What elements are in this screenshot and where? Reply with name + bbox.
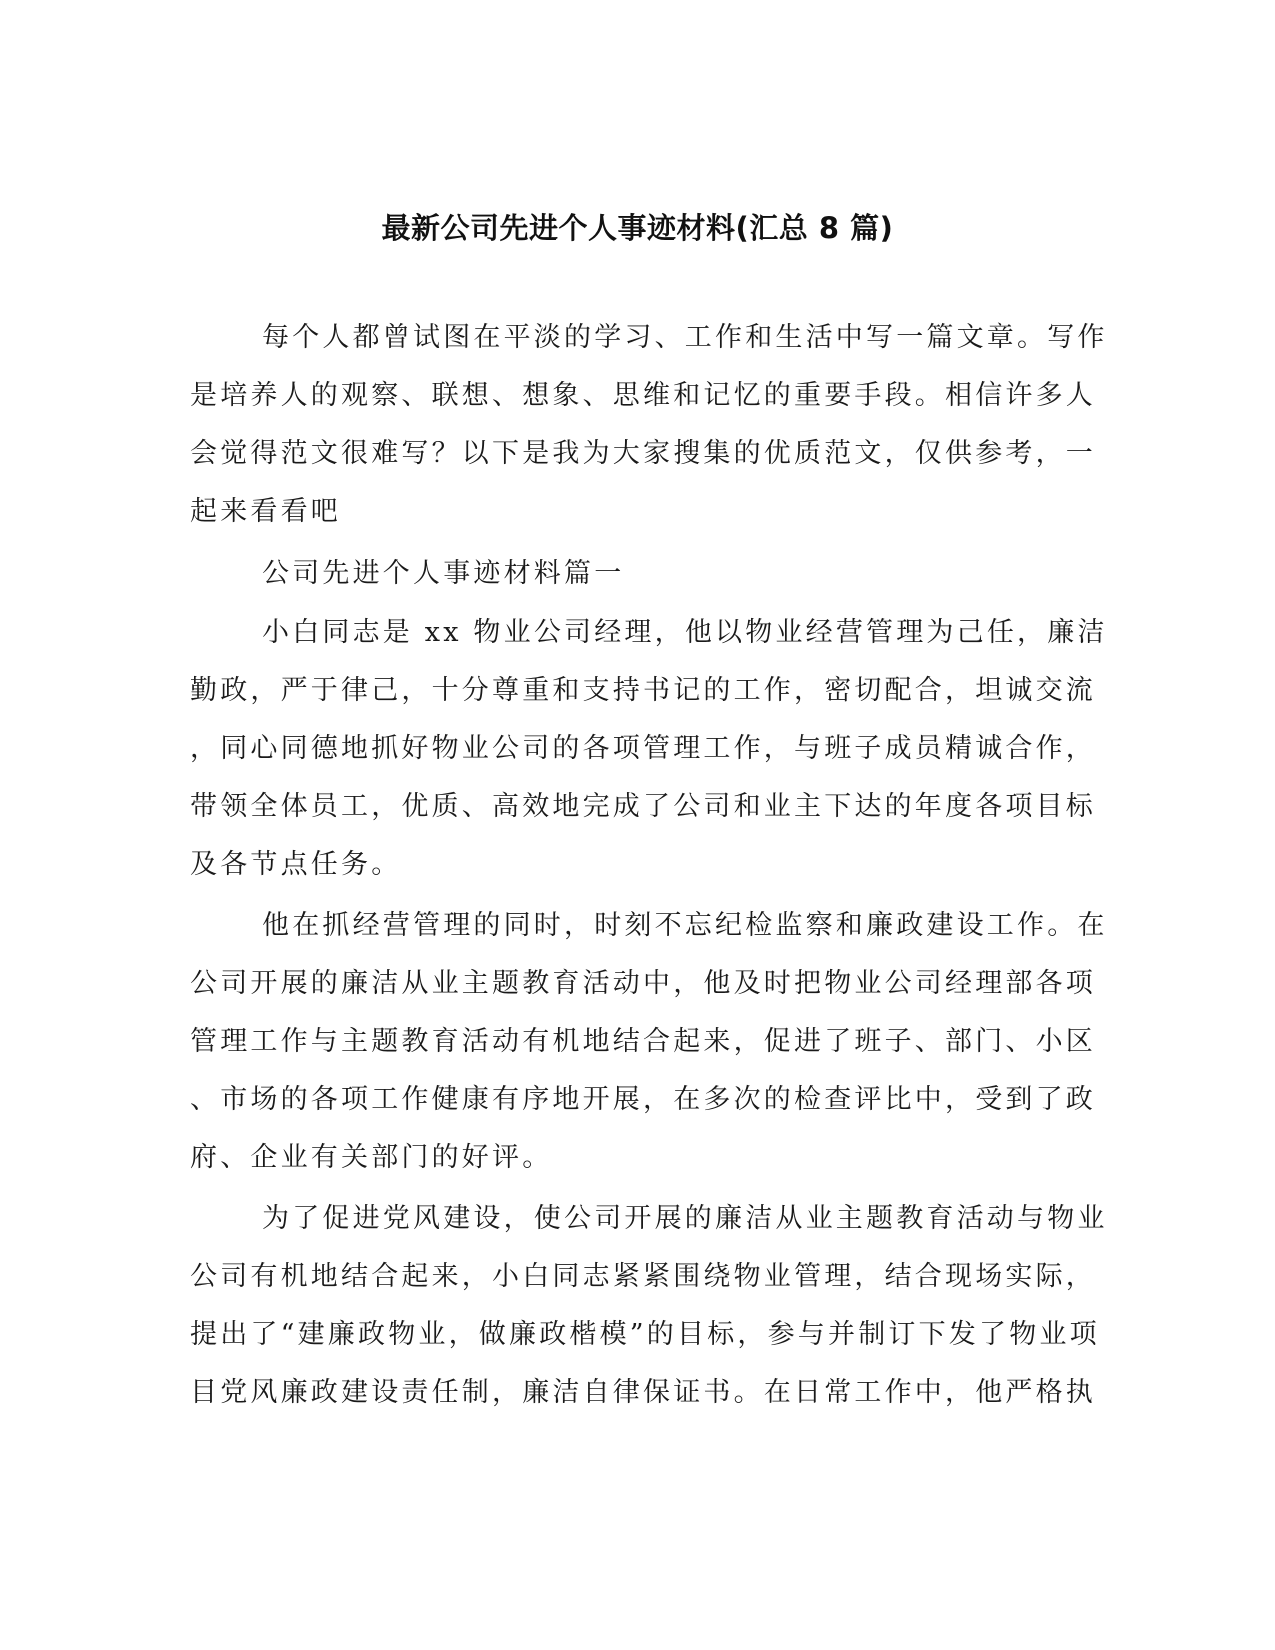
paragraph-line: 他在抓经营管理的同时，时刻不忘纪检监察和廉政建设工作。在 xyxy=(262,910,1108,941)
paragraph-line: 及各节点任务。 xyxy=(190,849,402,880)
paragraph-line: 为了促进党风建设，使公司开展的廉洁从业主题教育活动与物业 xyxy=(262,1203,1108,1234)
paragraph-line: 起来看看吧 xyxy=(190,496,341,527)
document-title: 最新公司先进个人事迹材料(汇总 8 篇) xyxy=(381,211,894,245)
paragraph-line: 小白同志是 xx 物业公司经理，他以物业经营管理为己任，廉洁 xyxy=(262,617,1108,648)
paragraph-line: 公司有机地结合起来，小白同志紧紧围绕物业管理，结合现场实际， xyxy=(190,1261,1096,1292)
paragraph-line: 是培养人的观察、联想、想象、思维和记忆的重要手段。相信许多人 xyxy=(190,380,1096,411)
paragraph-line: 府、企业有关部门的好评。 xyxy=(190,1142,553,1173)
paragraph-line: 目党风廉政建设责任制，廉洁自律保证书。在日常工作中，他严格执 xyxy=(190,1377,1096,1408)
paragraph-line: 提出了“建廉政物业，做廉政楷模”的目标，参与并制订下发了物业项 xyxy=(190,1319,1100,1350)
paragraph-line: 带领全体员工，优质、高效地完成了公司和业主下达的年度各项目标 xyxy=(190,791,1096,822)
paragraph-line: 管理工作与主题教育活动有机地结合起来，促进了班子、部门、小区 xyxy=(190,1026,1096,1057)
paragraph-line: 、市场的各项工作健康有序地开展，在多次的检查评比中，受到了政 xyxy=(190,1084,1096,1115)
paragraph-line: 会觉得范文很难写？以下是我为大家搜集的优质范文，仅供参考，一 xyxy=(190,438,1096,469)
paragraph-line: 公司开展的廉洁从业主题教育活动中，他及时把物业公司经理部各项 xyxy=(190,968,1096,999)
section-heading: 公司先进个人事迹材料篇一 xyxy=(262,558,625,589)
paragraph-line: ，同心同德地抓好物业公司的各项管理工作，与班子成员精诚合作， xyxy=(190,733,1096,764)
paragraph-line: 勤政，严于律己，十分尊重和支持书记的工作，密切配合，坦诚交流 xyxy=(190,675,1096,706)
paragraph-line: 每个人都曾试图在平淡的学习、工作和生活中写一篇文章。写作 xyxy=(262,322,1108,353)
